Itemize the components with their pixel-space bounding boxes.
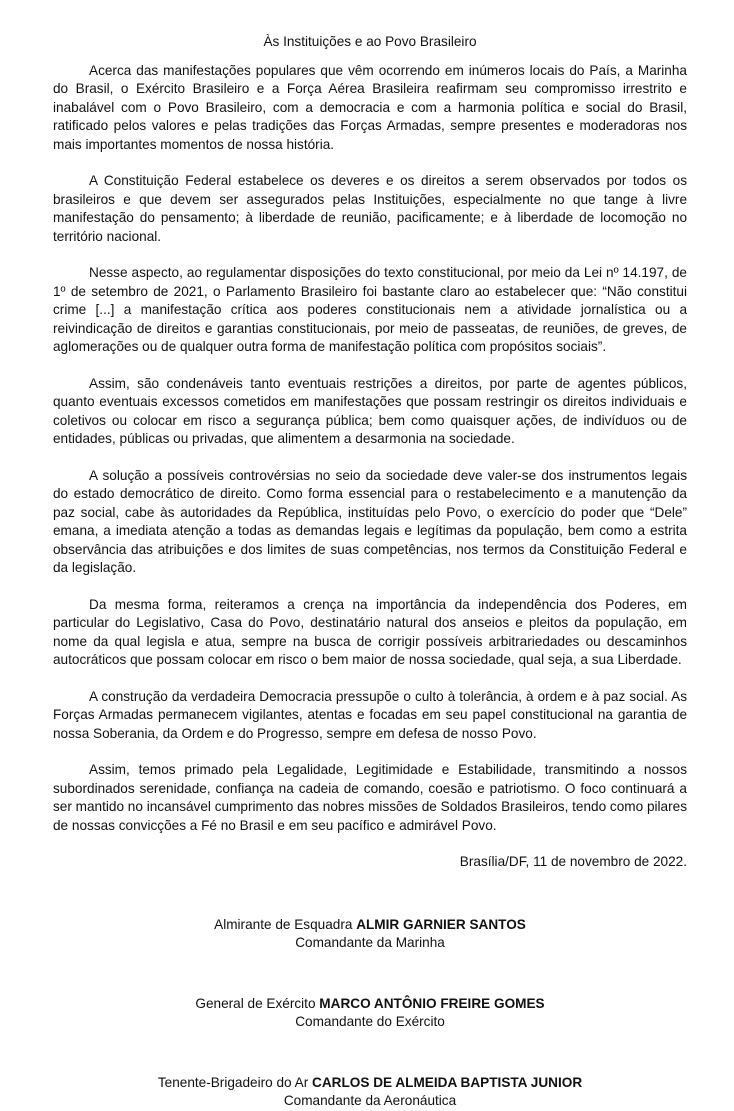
paragraph: Acerca das manifestações populares que vêm ocorrendo em inúmeros locais do País, a Marinha do Brasil, o Exército Brasileiro e a Força Aérea Brasileira reafirmam seu compromisso irrestrito e inabalável com o Povo Brasileiro, com a democracia e com a harmonia política e social do Brasil, ratificado pelos valores e pelas tradições das Forças Armadas, sempre presentes e moderadoras nos mais importantes momentos de nossa história. <box>53 62 687 152</box>
signature-block-navy <box>53 916 687 953</box>
signature-name-line <box>53 916 687 935</box>
signature-name-line <box>53 995 687 1014</box>
paragraph: A solução a possíveis controvérsias no seio da sociedade deve valer-se dos instrumentos legais do estado democrático de direito. Como forma essencial para o restabelecimento e a manutenção da paz social, cabe às autoridades da República, instituídas pelo Povo, o exercício do poder que “Dele” emana, a imediata atenção a todas as demandas legais e legítimas da população, bem como a estrita observância das atribuições e dos limites de suas competências, nos termos da Constituição Federal e da legislação. <box>53 467 687 575</box>
paragraph: Assim, são condenáveis tanto eventuais restrições a direitos, por parte de agentes públicos, quanto eventuais excessos cometidos em manifestações que possam restringir os direitos individuais e coletivos ou colocar em risco a segurança pública; bem como quaisquer ações, de indivíduos ou de entidades, públicas ou privadas, que alimentem a desarmonia na sociedade. <box>53 375 687 446</box>
signature-block-army <box>53 995 687 1032</box>
signature-rank: General de Exército <box>195 995 320 1011</box>
signature-block-air-force <box>53 1074 687 1111</box>
paragraph: Nesse aspecto, ao regulamentar disposições do texto constitucional, por meio da Lei nº 14.197, de 1º de setembro de 2021, o Parlamento Brasileiro foi bastante claro ao estabelecer que: “Não constitui crime [...] a manifestação crítica aos poderes constitucionais nem a atividade jornalística ou a reivindicação de direitos e garantias constitucionais, por meio de passeatas, de reuniões, de greves, de aglomerações ou de qualquer outra forma de manifestação política com propósitos sociais”. <box>53 265 687 354</box>
paragraph: A Constituição Federal estabelece os deveres e os direitos a serem observados por todos os brasileiros e que devem ser assegurados pelas Instituições, especialmente no que tange à livre manifestação do pensamento; à liberdade de reunião, pacificamente; e à liberdade de locomoção no território nacional. <box>53 173 687 244</box>
paragraph: Da mesma forma, reiteramos a crença na importância da independência dos Poderes, em particular do Legislativo, Casa do Povo, destinatário natural dos anseios e pleitos da população, em nome da qual legisla e atua, sempre na busca de corrigir possíveis arbitrariedades ou descaminhos autocráticos que possam colocar em risco o bem maior de nossa sociedade, qual seja, a sua Liberdade. <box>53 596 687 667</box>
signature-rank: Almirante de Esquadra <box>214 916 357 932</box>
document-date: Brasília/DF, 11 de novembro de 2022. <box>459 854 687 869</box>
signature-role: Comandante da Aeronáutica <box>283 1093 457 1108</box>
signature-rank: Tenente-Brigadeiro do Ar <box>157 1074 313 1090</box>
signature-role: Comandante do Exército <box>295 1014 445 1029</box>
paragraph: A construção da verdadeira Democracia pressupõe o culto à tolerância, à ordem e à paz social. As Forças Armadas permanecem vigilantes, atentas e focadas em seu papel constitucional na garantia de nossa Soberania, da Ordem e do Progresso, sempre em defesa de nosso Povo. <box>53 688 687 741</box>
signature-name: CARLOS DE ALMEIDA BAPTISTA JUNIOR <box>312 1074 583 1090</box>
signature-name-line <box>53 1074 687 1093</box>
signature-role: Comandante da Marinha <box>295 935 445 950</box>
signature-name: ALMIR GARNIER SANTOS <box>356 916 526 932</box>
document-title: Às Instituições e ao Povo Brasileiro <box>263 34 477 49</box>
paragraph: Assim, temos primado pela Legalidade, Legitimidade e Estabilidade, transmitindo a nossos subordinados serenidade, confiança na cadeia de comando, coesão e patriotismo. O foco continuará a ser mantido no incansável cumprimento das nobres missões de Soldados Brasileiros, tendo como pilares de nossas convicções a Fé no Brasil e em seu pacífico e admirável Povo. <box>53 762 687 833</box>
signature-name: MARCO ANTÔNIO FREIRE GOMES <box>319 995 545 1011</box>
